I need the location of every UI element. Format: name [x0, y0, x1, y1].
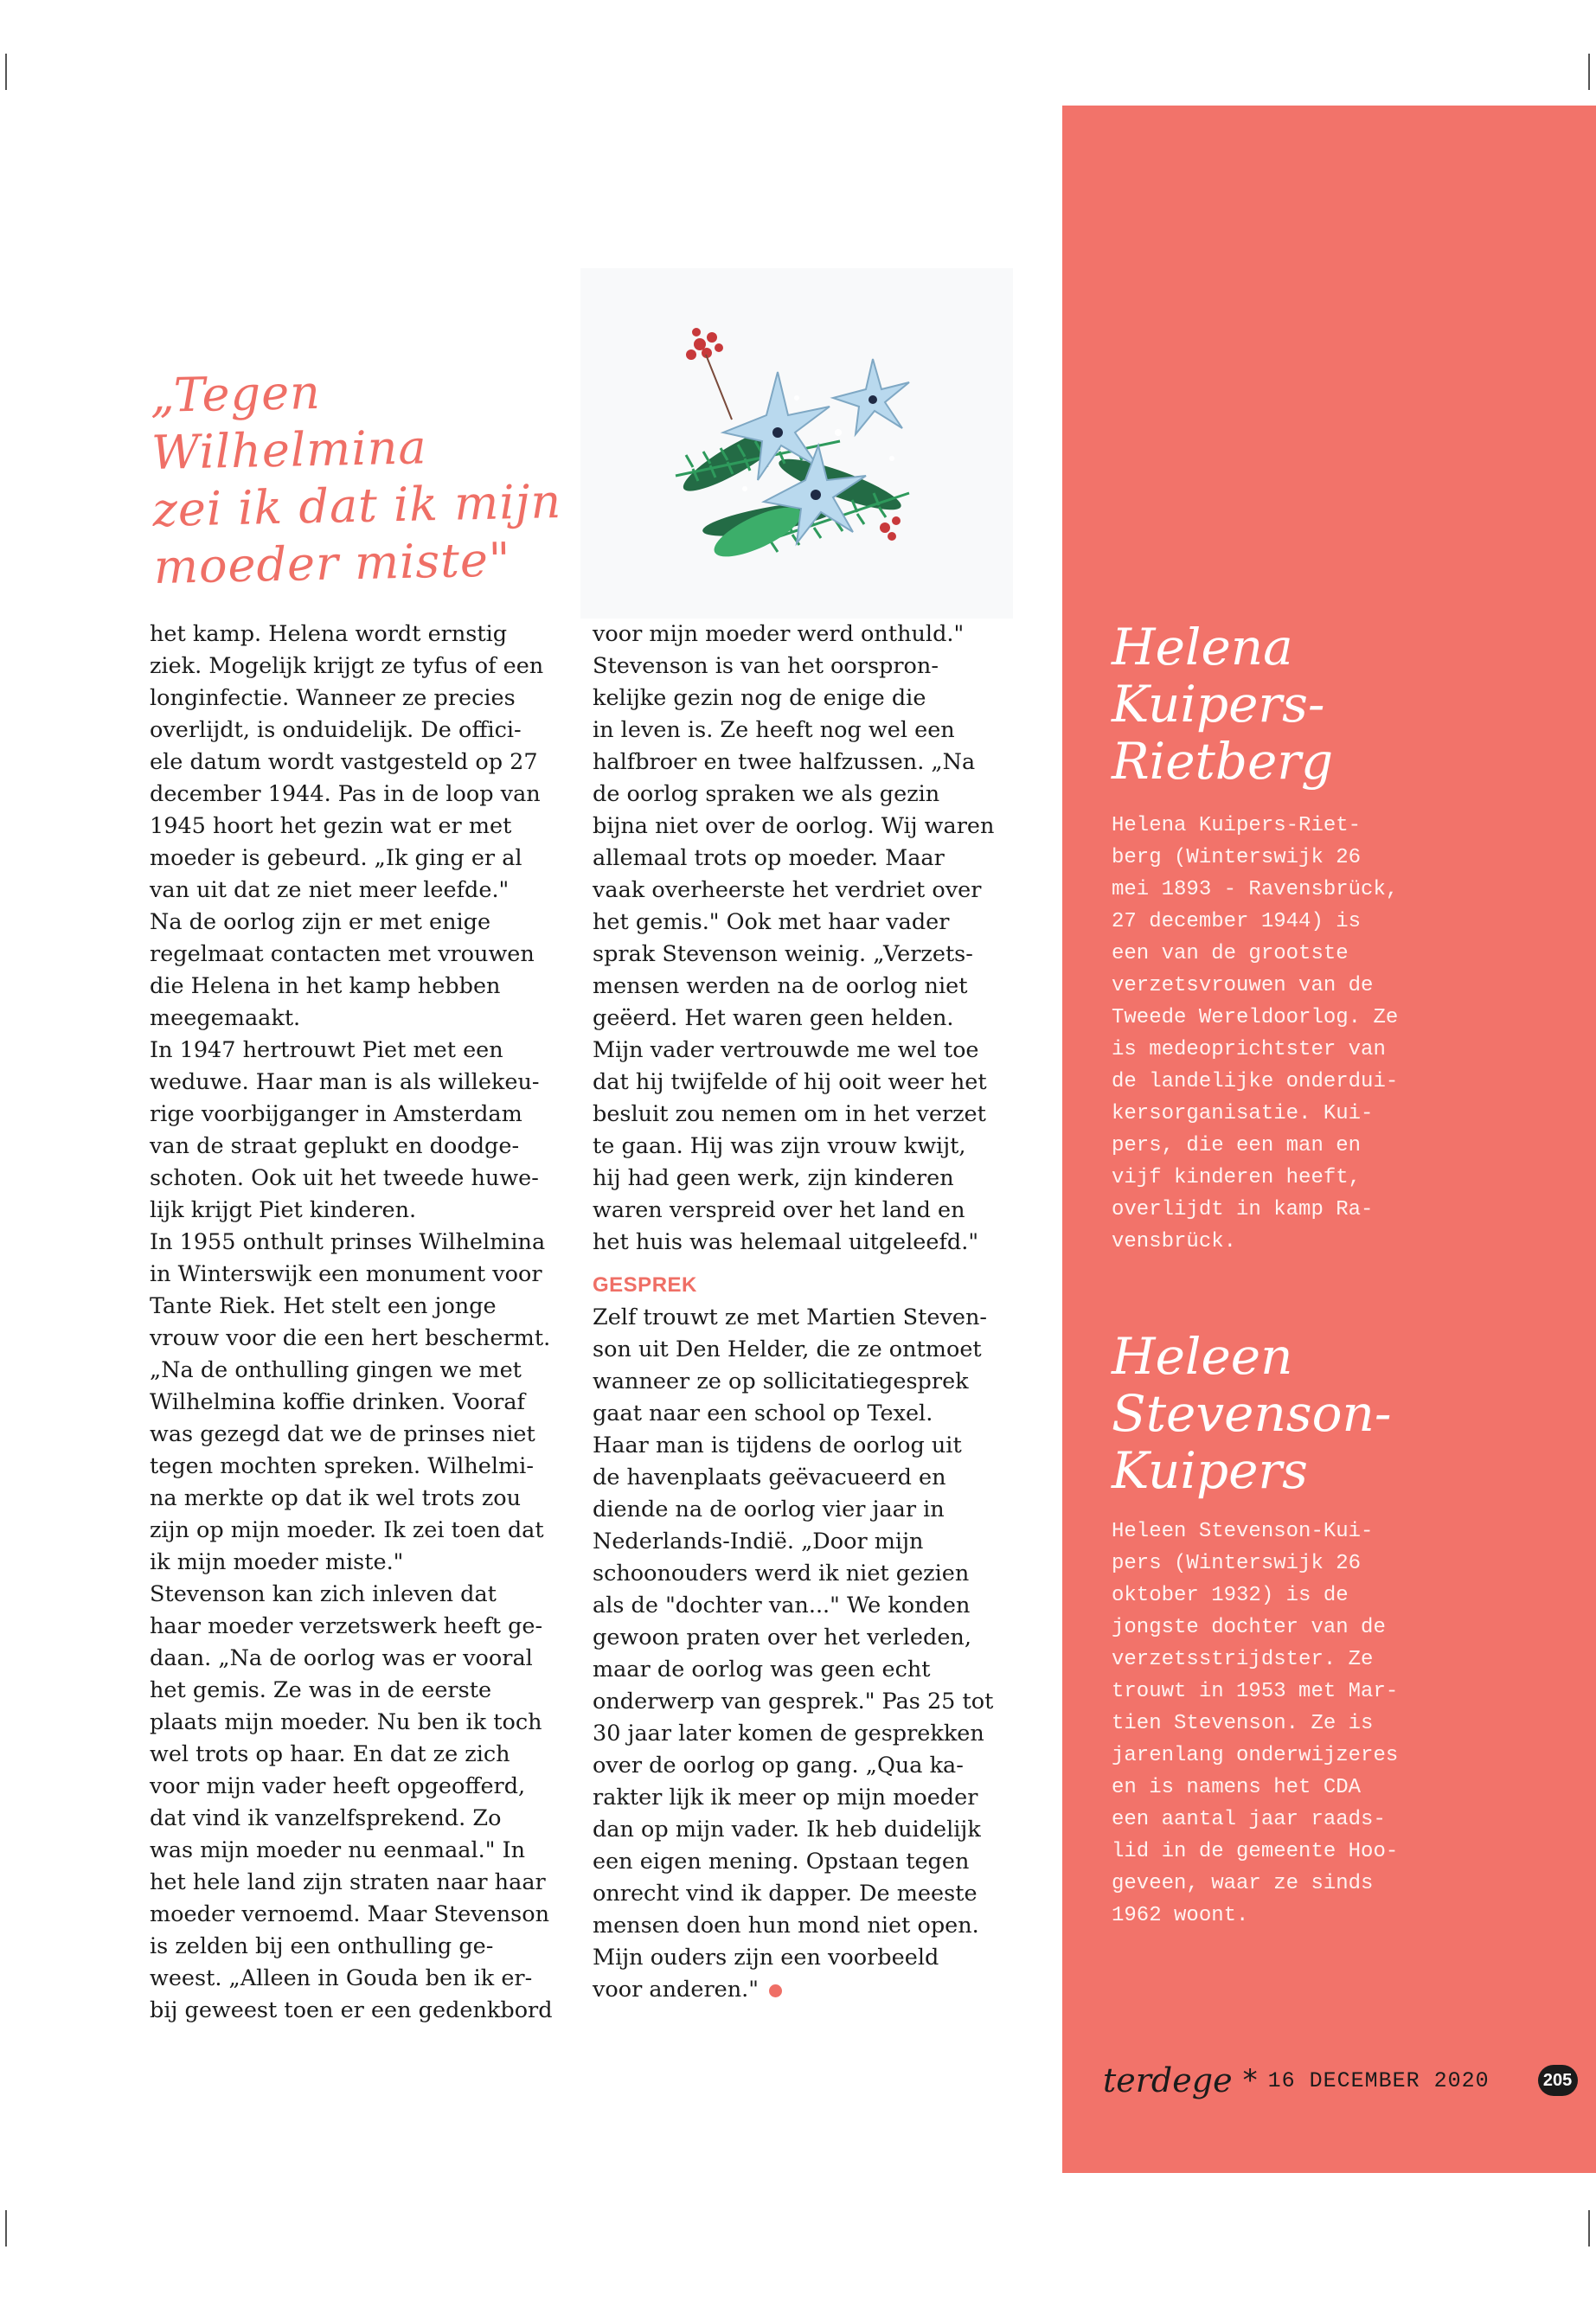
article-end-dot-icon — [769, 1984, 782, 1997]
body-line: het huis was helemaal uitgeleefd." — [593, 1229, 979, 1255]
body-line: allemaal trots op moeder. Maar — [593, 845, 945, 871]
body-line: onrecht vind ik dapper. De meeste — [593, 1881, 977, 1907]
profile-name-line: Helena — [1112, 618, 1293, 676]
body-line: Haar man is tijdens de oorlog uit — [593, 1433, 962, 1458]
body-line: het gemis." Ook met haar vader — [593, 909, 950, 935]
bio-line: lid in de gemeente Hoo- — [1112, 1840, 1399, 1863]
body-line: geëerd. Het waren geen helden. — [593, 1005, 954, 1031]
section-heading: GESPREK — [593, 1273, 697, 1297]
body-line: 30 jaar later komen de gesprekken — [593, 1721, 984, 1747]
body-line: voor mijn moeder werd onthuld." — [593, 621, 965, 647]
body-line: onderwerp van gesprek." Pas 25 tot — [593, 1689, 994, 1715]
body-line: na merkte op dat ik wel trots zou — [150, 1485, 522, 1511]
crop-mark-top-left — [5, 54, 7, 90]
bio-line: kersorganisatie. Kui- — [1112, 1102, 1374, 1125]
body-line: december 1944. Pas in de loop van — [150, 781, 541, 807]
body-line: Mijn ouders zijn een voorbeeld — [593, 1945, 939, 1971]
profile-name-line: Heleen — [1112, 1327, 1293, 1386]
body-line: tegen mochten spreken. Wilhelmi- — [150, 1453, 534, 1479]
article-column-1 — [150, 619, 556, 2027]
body-line: vaak overheerste het verdriet over — [593, 877, 982, 903]
last-line-text: voor anderen." — [593, 1977, 759, 2003]
body-line: In 1947 hertrouwt Piet met een — [150, 1037, 503, 1063]
body-line: mensen doen hun mond niet open. — [593, 1913, 979, 1939]
bio-line: berg (Winterswijk 26 — [1112, 846, 1362, 869]
profile-name-helena — [1112, 619, 1561, 790]
body-line: van de straat geplukt en doodge- — [150, 1133, 520, 1159]
bio-line: vensbrück. — [1112, 1230, 1237, 1253]
body-line: kelijke gezin nog de enige die — [593, 685, 926, 711]
bio-line: overlijdt in kamp Ra- — [1112, 1198, 1374, 1221]
body-line: halfbroer en twee halfzussen. „Na — [593, 749, 976, 775]
magazine-brand: terdege — [1103, 2061, 1233, 2099]
body-line: gewoon praten over het verleden, — [593, 1625, 971, 1650]
bio-line: 1962 woont. — [1112, 1904, 1249, 1927]
pull-quote — [150, 359, 586, 596]
bio-line: een aantal jaar raads- — [1112, 1808, 1386, 1831]
body-line: weduwe. Haar man is als willekeu- — [150, 1069, 540, 1095]
body-line: Stevenson is van het oorspron- — [593, 653, 939, 679]
body-line: Wilhelmina koffie drinken. Vooraf — [150, 1389, 525, 1415]
crop-mark-top-right — [1588, 54, 1590, 90]
body-line: overlijdt, is onduidelijk. De offici- — [150, 717, 522, 743]
bio-line: oktober 1932) is de — [1112, 1584, 1349, 1607]
pull-quote-line: zei ik dat ik mijn — [151, 474, 562, 537]
body-line: vrouw voor die een hert beschermt. — [150, 1325, 551, 1351]
body-line: zijn op mijn moeder. Ik zei toen dat — [150, 1517, 544, 1543]
body-line: is zelden bij een onthulling ge- — [150, 1933, 494, 1959]
body-line: plaats mijn moeder. Nu ben ik toch — [150, 1709, 542, 1735]
crop-mark-bottom-left — [5, 2210, 7, 2247]
body-line: schoonouders werd ik niet gezien — [593, 1561, 970, 1586]
profile-name-line: Kuipers — [1112, 1441, 1308, 1500]
body-line: weest. „Alleen in Gouda ben ik er- — [150, 1965, 533, 1991]
body-line: diende na de oorlog vier jaar in — [593, 1497, 945, 1522]
body-line: een eigen mening. Opstaan tegen — [593, 1849, 970, 1875]
crop-mark-bottom-right — [1588, 2210, 1590, 2247]
body-line: 1945 hoort het gezin wat er met — [150, 813, 512, 839]
body-line: son uit Den Helder, die ze ontmoet — [593, 1336, 982, 1362]
body-line: het kamp. Helena wordt ernstig — [150, 621, 508, 647]
body-line: ik mijn moeder miste." — [150, 1549, 404, 1575]
body-line: haar moeder verzetswerk heeft ge- — [150, 1613, 543, 1639]
body-line: in leven is. Ze heeft nog wel een — [593, 717, 955, 743]
bio-line: Heleen Stevenson-Kui- — [1112, 1520, 1374, 1543]
body-line: daan. „Na de oorlog was er vooral — [150, 1645, 533, 1671]
body-line: het hele land zijn straten naar haar — [150, 1869, 546, 1895]
bio-line: 27 december 1944) is — [1112, 910, 1362, 933]
body-line: Stevenson kan zich inleven dat — [150, 1581, 497, 1607]
article-column-2 — [593, 619, 999, 2006]
bouquet-icon — [580, 268, 1013, 619]
body-line: die Helena in het kamp hebben — [150, 973, 501, 999]
issue-date: 16 DECEMBER 2020 — [1267, 2067, 1490, 2093]
body-line: ziek. Mogelijk krijgt ze tyfus of een — [150, 653, 544, 679]
profile-name-line: Rietberg — [1112, 732, 1334, 791]
body-line: meegemaakt. — [150, 1005, 301, 1031]
body-line: Nederlands-Indië. „Door mijn — [593, 1529, 924, 1554]
body-line: ele datum wordt vastgesteld op 27 — [150, 749, 538, 775]
body-line: maar de oorlog was geen echt — [593, 1657, 931, 1682]
body-line: longinfectie. Wanneer ze precies — [150, 685, 516, 711]
body-line: Mijn vader vertrouwde me wel toe — [593, 1037, 979, 1063]
body-line: was mijn moeder nu eenmaal." In — [150, 1837, 526, 1863]
body-line: wanneer ze op sollicitatiegesprek — [593, 1368, 969, 1394]
body-line: was gezegd dat we de prinses niet — [150, 1421, 535, 1447]
body-line: rige voorbijganger in Amsterdam — [150, 1101, 522, 1127]
body-line: moeder vernoemd. Maar Stevenson — [150, 1901, 550, 1927]
profile-name-heleen — [1112, 1328, 1561, 1499]
body-line: bij geweest toen er een gedenkbord — [150, 1997, 553, 2023]
body-line: in Winterswijk een monument voor — [150, 1261, 542, 1287]
body-line: Na de oorlog zijn er met enige — [150, 909, 491, 935]
body-line: regelmaat contacten met vrouwen — [150, 941, 535, 967]
body-line: voor mijn vader heeft opgeofferd, — [150, 1773, 526, 1799]
pull-quote-line: moeder miste" — [153, 532, 512, 594]
body-line: lijk krijgt Piet kinderen. — [150, 1197, 417, 1223]
body-line: waren verspreid over het land en — [593, 1197, 965, 1223]
body-line: dan op mijn vader. Ik heb duidelijk — [593, 1817, 981, 1843]
bio-line: trouwt in 1953 met Mar- — [1112, 1680, 1399, 1703]
asterisk-separator: * — [1242, 2063, 1258, 2098]
bio-line: Helena Kuipers-Riet- — [1112, 814, 1362, 837]
pull-quote-line: „Tegen Wilhelmina — [150, 364, 428, 480]
body-line: rakter lijk ik meer op mijn moeder — [593, 1785, 978, 1811]
body-line: Zelf trouwt ze met Martien Steven- — [593, 1304, 988, 1330]
body-line: gaat naar een school op Texel. — [593, 1400, 933, 1426]
bio-line: jongste dochter van de — [1112, 1616, 1386, 1639]
bio-line: is medeoprichtster van — [1112, 1038, 1386, 1061]
body-line: In 1955 onthult prinses Wilhelmina — [150, 1229, 546, 1255]
body-line: als de "dochter van..." We konden — [593, 1593, 971, 1618]
page-number: 205 — [1538, 2065, 1578, 2096]
bio-line: pers (Winterswijk 26 — [1112, 1552, 1362, 1575]
bio-line: pers, die een man en — [1112, 1134, 1362, 1157]
body-line: over de oorlog op gang. „Qua ka- — [593, 1753, 964, 1779]
body-line: van uit dat ze niet meer leefde." — [150, 877, 510, 903]
body-line: hij had geen werk, zijn kinderen — [593, 1165, 954, 1191]
bio-line: en is namens het CDA — [1112, 1776, 1362, 1799]
profile-bio-helena — [1112, 810, 1561, 1258]
body-line: dat hij twijfelde of hij ooit weer het — [593, 1069, 987, 1095]
body-line: besluit zou nemen om in het verzet — [593, 1101, 986, 1127]
bio-line: verzetsstrijdster. Ze — [1112, 1648, 1374, 1671]
bio-line: de landelijke onderdui- — [1112, 1070, 1399, 1093]
body-line-last — [593, 1974, 999, 2006]
bio-line: jarenlang onderwijzeres — [1112, 1744, 1399, 1767]
body-line: dat vind ik vanzelfsprekend. Zo — [150, 1805, 502, 1831]
profile-name-line: Kuipers- — [1112, 675, 1325, 734]
body-line: te gaan. Hij was zijn vrouw kwijt, — [593, 1133, 966, 1159]
bio-line: mei 1893 - Ravensbrück, — [1112, 878, 1399, 901]
body-line: mensen werden na de oorlog niet — [593, 973, 968, 999]
bio-line: tien Stevenson. Ze is — [1112, 1712, 1374, 1735]
profile-name-line: Stevenson- — [1112, 1384, 1392, 1443]
body-line: moeder is gebeurd. „Ik ging er al — [150, 845, 522, 871]
bio-line: vijf kinderen heeft, — [1112, 1166, 1362, 1189]
profile-bio-heleen — [1112, 1516, 1561, 1932]
body-line: „Na de onthulling gingen we met — [150, 1357, 522, 1383]
body-line: wel trots op haar. En dat ze zich — [150, 1741, 510, 1767]
bio-line: Tweede Wereldoorlog. Ze — [1112, 1006, 1399, 1029]
body-line: de oorlog spraken we als gezin — [593, 781, 940, 807]
body-line: de havenplaats geëvacueerd en — [593, 1465, 946, 1490]
body-line: Tante Riek. Het stelt een jonge — [150, 1293, 497, 1319]
bio-line: een van de grootste — [1112, 942, 1349, 965]
body-line: sprak Stevenson weinig. „Verzets- — [593, 941, 973, 967]
winter-bouquet-illustration — [580, 268, 1013, 619]
bio-line: geveen, waar ze sinds — [1112, 1872, 1374, 1895]
body-line: schoten. Ook uit het tweede huwe- — [150, 1165, 539, 1191]
page-footer — [1103, 2059, 1578, 2102]
bio-line: verzetsvrouwen van de — [1112, 974, 1374, 997]
body-line: bijna niet over de oorlog. Wij waren — [593, 813, 995, 839]
body-line: het gemis. Ze was in de eerste — [150, 1677, 492, 1703]
